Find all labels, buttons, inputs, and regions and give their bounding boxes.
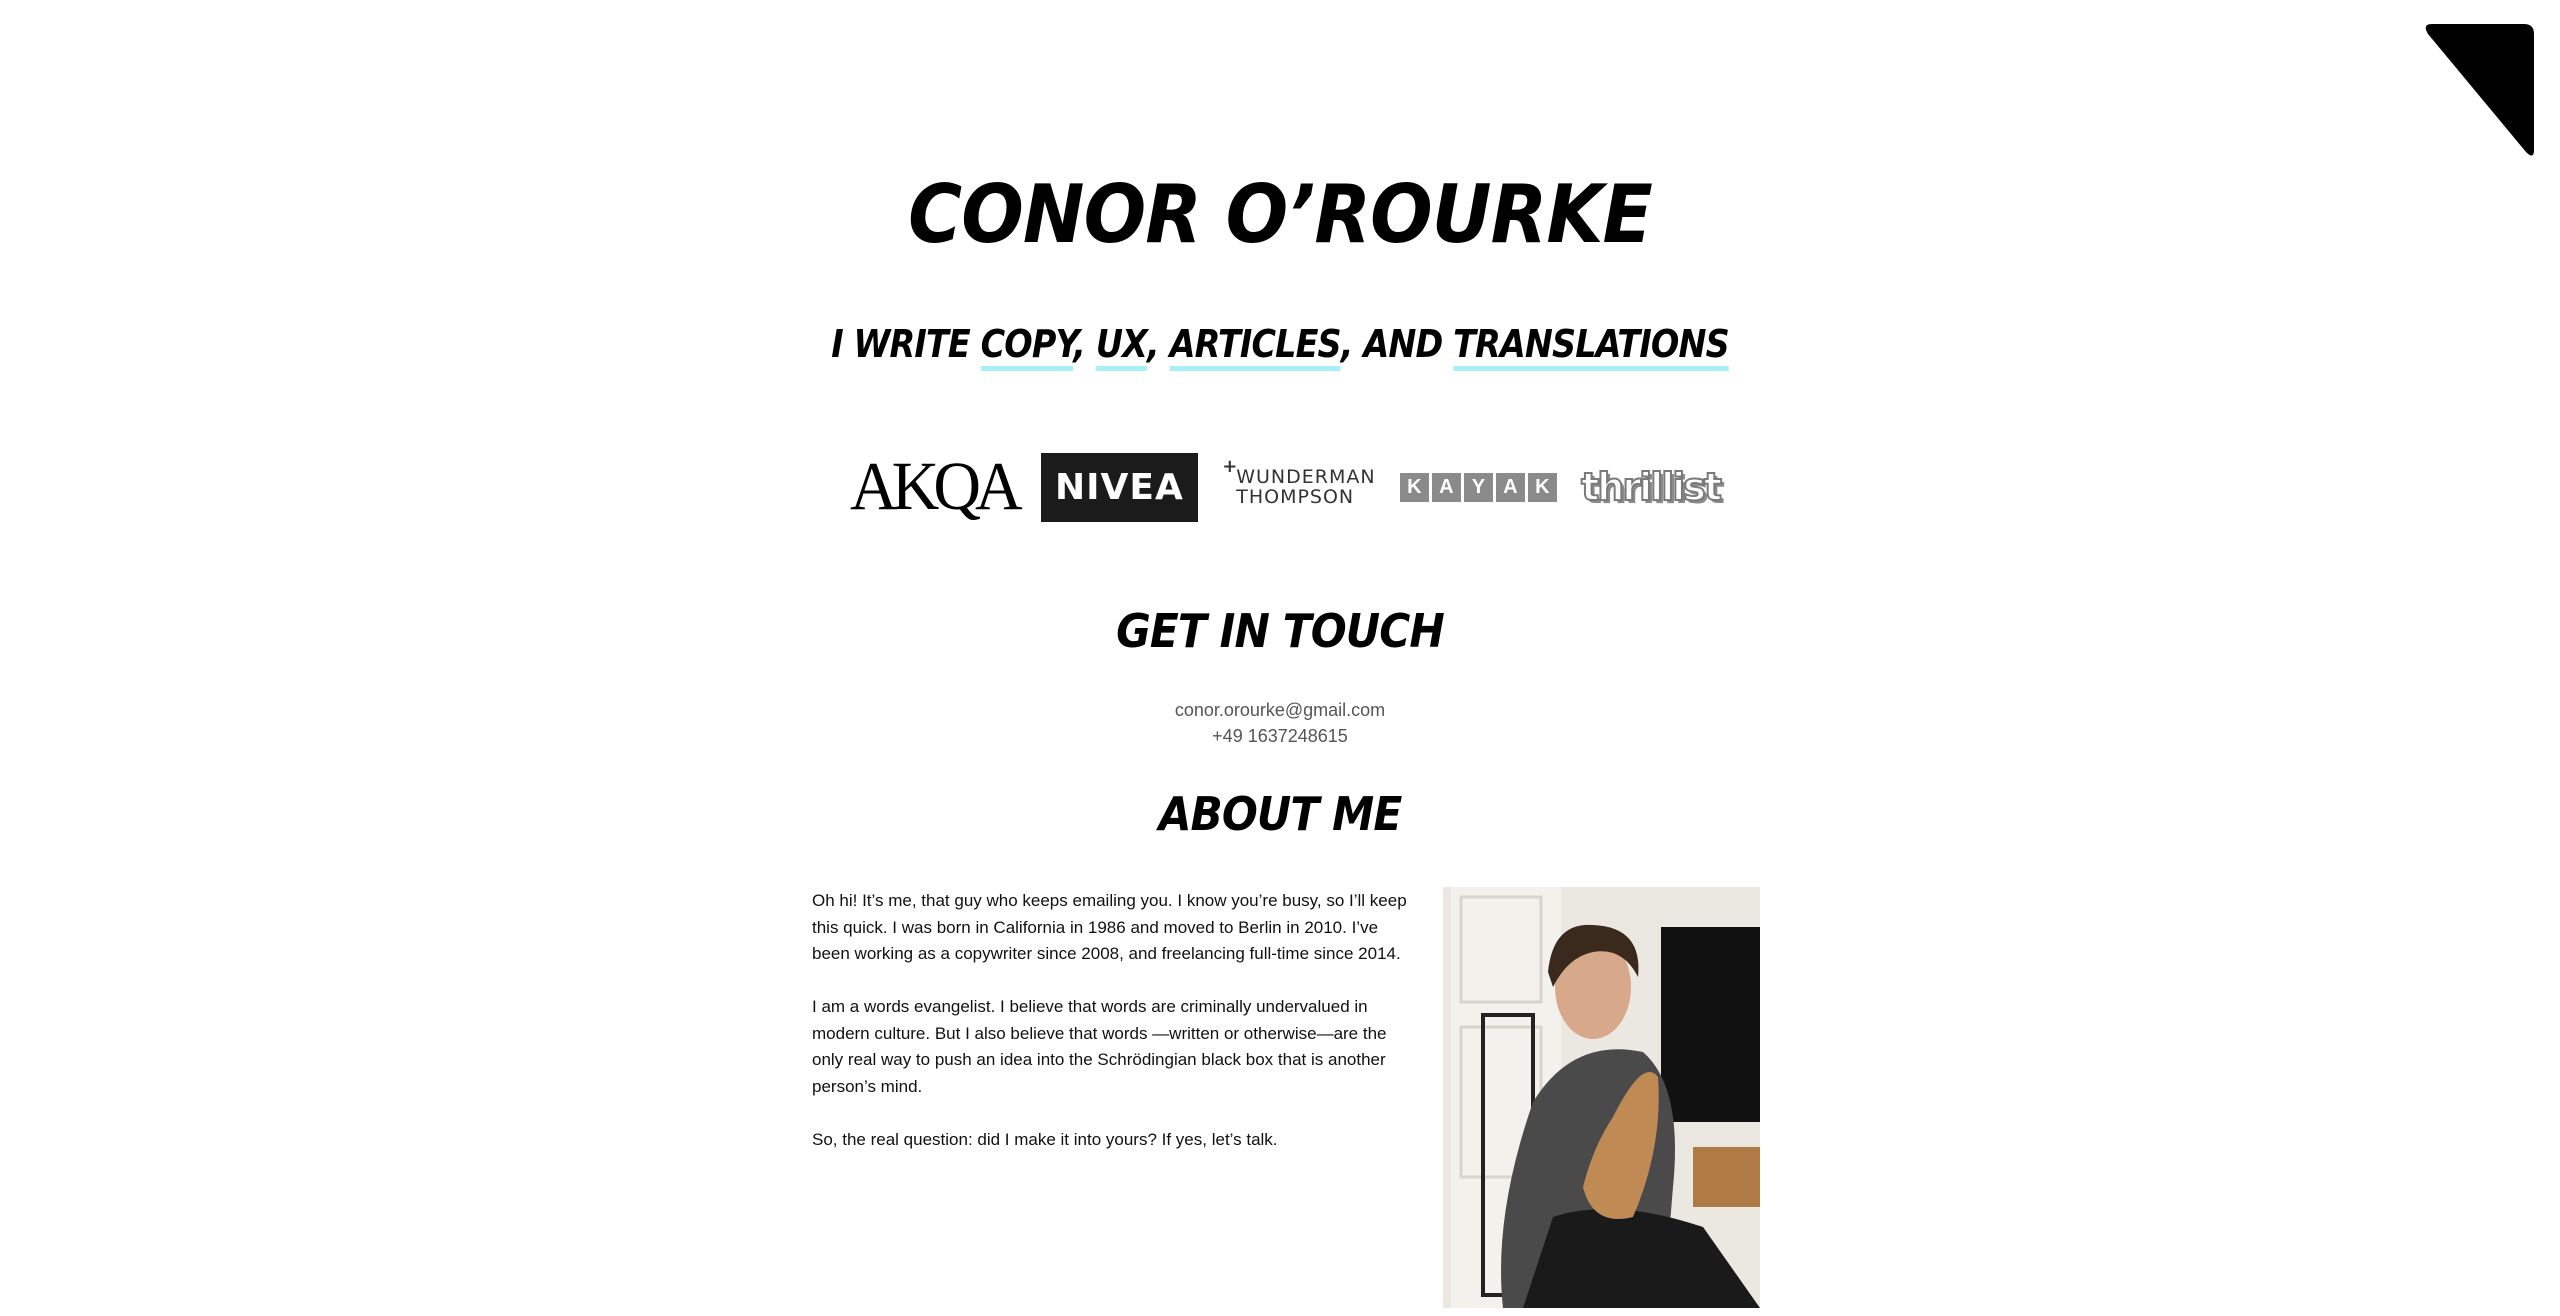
- logo-letter: Y: [1464, 473, 1493, 502]
- thrillist-logo: thrillist: [1581, 465, 1720, 509]
- nivea-logo: NIVEA: [1041, 453, 1198, 522]
- kayak-logo: [1400, 473, 1557, 502]
- akqa-logo: AKQA: [850, 448, 1017, 525]
- corner-menu-icon[interactable]: [2424, 22, 2536, 159]
- logo-letter: A: [1432, 473, 1461, 502]
- service-link-ux[interactable]: UX: [1096, 322, 1147, 371]
- profile-photo: [1443, 887, 1760, 1308]
- tagline: [154, 322, 2407, 366]
- logo-letter: K: [1528, 473, 1557, 502]
- about-heading: ABOUT ME: [1158, 787, 1402, 841]
- logo-line: THOMPSON: [1236, 486, 1355, 508]
- separator: ,: [1147, 322, 1170, 366]
- logo-line: WUNDERMAN: [1236, 466, 1376, 488]
- bio-paragraph: So, the real question: did I make it into yours? If yes, let’s talk.: [812, 1129, 1278, 1149]
- client-logos: [850, 447, 1720, 527]
- service-link-translations[interactable]: TRANSLATIONS: [1453, 322, 1729, 371]
- tagline-prefix: I WRITE: [831, 322, 981, 366]
- separator: , AND: [1340, 322, 1454, 366]
- logo-letter: A: [1496, 473, 1525, 502]
- email-link[interactable]: conor.orourke@gmail.com: [1174, 700, 1386, 720]
- about-text: [812, 888, 1412, 1180]
- bio-paragraph: I am a words evangelist. I believe that words are criminally undervalued in modern culture. But I also believe that words —written or otherwise—are the only real way to push an idea into the Schrödingian black box that is another person’s mind.: [812, 997, 1387, 1096]
- service-link-articles[interactable]: ARTICLES: [1170, 322, 1341, 371]
- bio-paragraph: Oh hi! It’s me, that guy who keeps emailing you. I know you’re busy, so I’ll keep this quick. I was born in California in 1986 and moved to Berlin in 2010. I’ve been working as a copywriter since 2008, and freelancing full-time since 2014.: [812, 891, 1407, 963]
- page-title: CONOR O’ROURKE: [908, 168, 1652, 261]
- logo-plus: +: [1222, 456, 1239, 477]
- wunderman-thompson-logo: [1222, 456, 1376, 508]
- service-link-copy[interactable]: COPY: [981, 322, 1074, 371]
- logo-letter: K: [1400, 473, 1429, 502]
- contact-info: [0, 697, 2560, 749]
- phone-link[interactable]: +49 1637248615: [1212, 726, 1348, 746]
- contact-heading: GET IN TOUCH: [1116, 604, 1444, 658]
- separator: ,: [1073, 322, 1096, 366]
